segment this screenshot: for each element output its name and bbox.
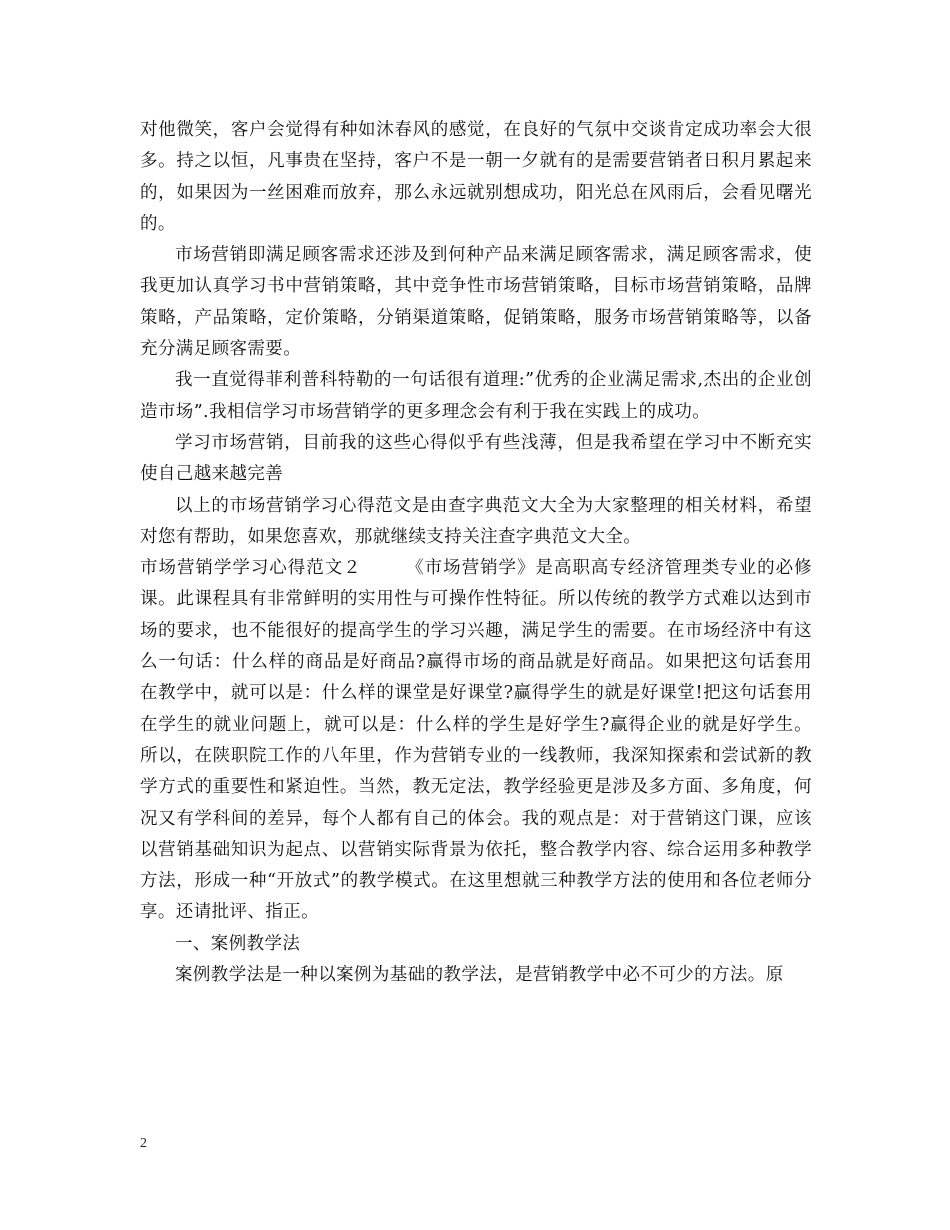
document-body <box>140 115 812 991</box>
section-body: 《市场营销学》是高职高专经济管理类专业的必修课。此课程具有非常鲜明的实用性与可操作性特征。所以传统的教学方式难以达到市场的要求，也不能很好的提高学生的学习兴趣，满足学生的需要。在市场经济中有这么一句话：什么样的商品是好商品?赢得市场的商品就是好商品。如果把这句话套用在教学中，就可以是：什么样的课堂是好课堂?赢得学生的就是好课堂!把这句话套用在学生的就业问题上，就可以是：什么样的学生是好学生?赢得企业的就是好学生。所以，在陕职院工作的八年里，作为营销专业的一线教师，我深知探索和尝试新的教学方式的重要性和紧迫性。当然，教无定法，教学经验更是涉及多方面、多角度，何况又有学科间的差异，每个人都有自己的体会。我的观点是：对于营销这门课，应该以营销基础知识为起点、以营销实际背景为依托，整合教学内容、综合运用多种教学方法，形成一种“开放式”的教学模式。在这里想就三种教学方法的使用和各位老师分享。还请批评、指正。 <box>140 558 812 923</box>
paragraph-4: 学习市场营销，目前我的这些心得似乎有些浅薄，但是我希望在学习中不断充实使自己越来越完善 <box>140 432 812 485</box>
subheading-case-method: 一、案例教学法 <box>175 933 301 954</box>
paragraph-6 <box>140 553 812 929</box>
paragraph-8: 案例教学法是一种以案例为基础的教学法，是营销教学中必不可少的方法。原 <box>175 965 784 986</box>
paragraph-2: 市场营销即满足顾客需求还涉及到何种产品来满足顾客需求，满足顾客需求，使我更加认真学习书中营销策略，其中竞争性市场营销策略，目标市场营销策略，品牌策略，产品策略，定价策略，分销渠道策略，促销策略，服务市场营销策略等，以备充分满足顾客需要。 <box>140 245 812 360</box>
paragraph-5: 以上的市场营销学习心得范文是由查字典范文大全为大家整理的相关材料，希望对您有帮助，如果您喜欢，那就继续支持关注查字典范文大全。 <box>140 495 812 547</box>
paragraph-1: 对他微笑，客户会觉得有种如沐春风的感觉，在良好的气氛中交谈肯定成功率会大很多。持之以恒，凡事贵在坚持，客户不是一朝一夕就有的是需要营销者日积月累起来的，如果因为一丝困难而放弃，那么永远就别想成功，阳光总在风雨后，会看见曙光的。 <box>140 120 812 234</box>
paragraph-3: 我一直觉得菲利普科特勒的一句话很有道理:”优秀的企业满足需求,杰出的企业创造市场”.我相信学习市场营销学的更多理念会有利于我在实践上的成功。 <box>140 370 812 422</box>
section-heading: 市场营销学学习心得范文２ <box>140 558 362 579</box>
page-number: 2 <box>140 1136 147 1151</box>
